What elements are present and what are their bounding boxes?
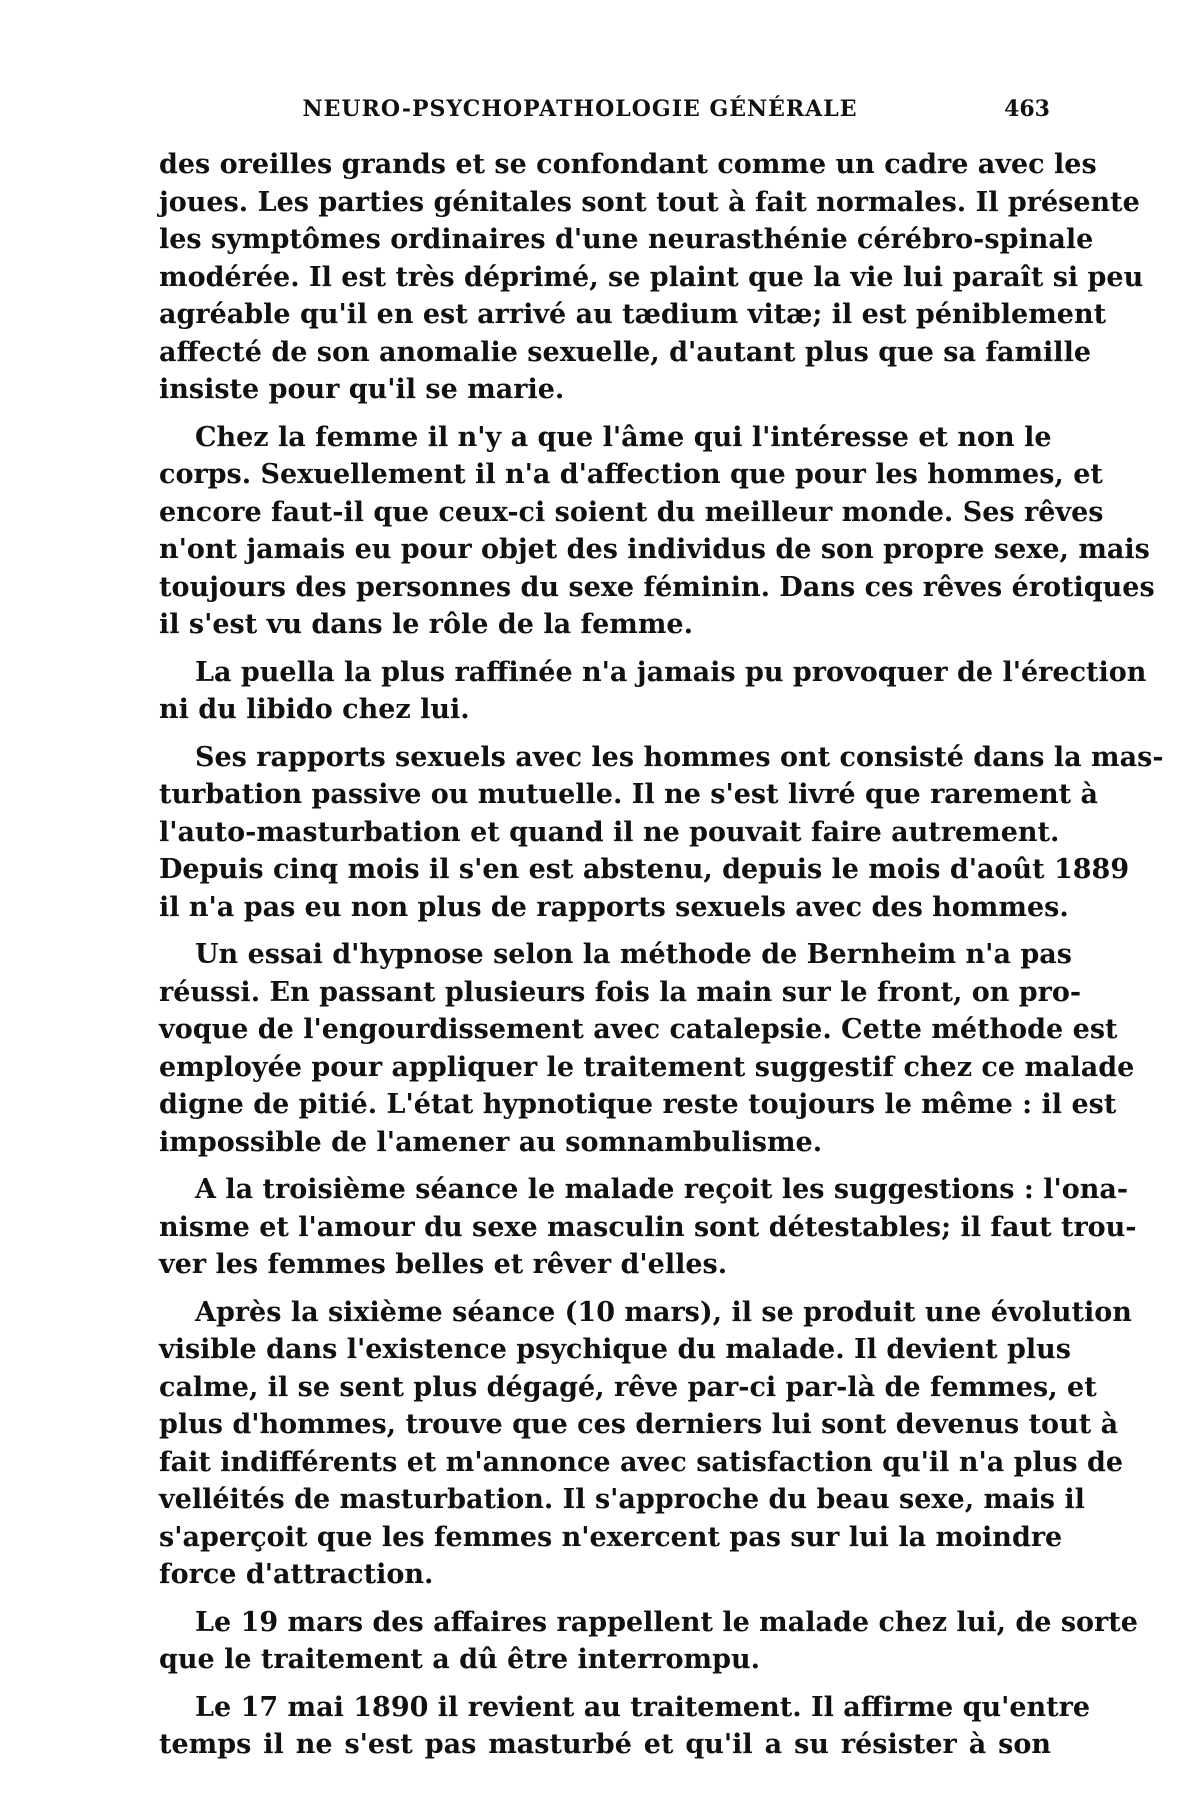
text-line: nisme et l'amour du sexe masculin sont détestables; il faut trou-: [159, 1211, 1137, 1243]
paragraph: [159, 1689, 1091, 1764]
text-line: force d'attraction.: [159, 1559, 434, 1590]
text-line: impossible de l'amener au somnambulisme.: [159, 1126, 823, 1158]
text-line: A la troisième séance le malade reçoit les suggestions : l'ona-: [195, 1174, 1129, 1205]
text-line: réussi. En passant plusieurs fois la main sur le front, on pro-: [159, 976, 1082, 1008]
text-line: l'auto-masturbation et quand il ne pouvait faire autrement.: [159, 816, 1060, 848]
text-line: modérée. Il est très déprimé, se plaint que la vie lui paraît si peu: [159, 261, 1144, 293]
text-line: Chez la femme il n'y a que l'âme qui l'intéresse et non le: [195, 421, 1052, 453]
text-line: Après la sixième séance (10 mars), il se produit une évolution: [195, 1296, 1132, 1328]
text-line: toujours des personnes du sexe féminin. Dans ces rêves érotiques: [159, 571, 1155, 603]
paragraph: [159, 146, 1144, 409]
page-number: 463: [1004, 96, 1050, 122]
paragraph: [159, 739, 1164, 927]
text-line: insiste pour qu'il se marie.: [159, 374, 565, 405]
paragraph: [159, 1604, 1138, 1679]
text-line: employée pour appliquer le traitement suggestif chez ce malade: [159, 1051, 1135, 1083]
text-line: Ses rapports sexuels avec les hommes ont consisté dans la mas-: [195, 741, 1164, 773]
body-text: [159, 146, 1164, 1774]
text-line: turbation passive ou mutuelle. Il ne s'est livré que rarement à: [159, 779, 1098, 810]
text-line: encore faut-il que ceux-ci soient du meilleur monde. Ses rêves: [159, 496, 1104, 528]
text-line: n'ont jamais eu pour objet des individus de son propre sexe, mais: [159, 534, 1150, 565]
text-line: Un essai d'hypnose selon la méthode de Bernheim n'a pas: [195, 939, 1072, 970]
text-line: voque de l'engourdissement avec catalepsie. Cette méthode est: [159, 1014, 1118, 1045]
text-line: temps il ne s'est pas masturbé et qu'il a su résister à son: [159, 1729, 1051, 1760]
text-line: que le traitement a dû être interrompu.: [159, 1644, 761, 1675]
paragraph: [159, 1294, 1132, 1594]
paragraph: [159, 419, 1155, 644]
text-line: plus d'hommes, trouve que ces derniers lui sont devenus tout à: [159, 1409, 1119, 1440]
running-title: NEURO-PSYCHOPATHOLOGIE GÉNÉRALE: [302, 96, 858, 122]
text-line: s'aperçoit que les femmes n'exercent pas sur lui la moindre: [159, 1521, 1063, 1553]
text-line: des oreilles grands et se confondant comme un cadre avec les: [159, 149, 1097, 180]
text-line: il n'a pas eu non plus de rapports sexuels avec des hommes.: [159, 891, 1069, 923]
text-line: digne de pitié. L'état hypnotique reste toujours le même : il est: [159, 1089, 1117, 1120]
text-line: il s'est vu dans le rôle de la femme.: [159, 609, 693, 640]
text-line: Le 19 mars des affaires rappellent le malade chez lui, de sorte: [195, 1606, 1138, 1638]
text-line: La puella la plus raffinée n'a jamais pu provoquer de l'érection: [195, 656, 1147, 688]
text-line: corps. Sexuellement il n'a d'affection que pour les hommes, et: [159, 459, 1103, 490]
text-line: Le 17 mai 1890 il revient au traitement. Il affirme qu'entre: [195, 1691, 1091, 1723]
paragraph: [159, 1171, 1137, 1284]
text-line: fait indifférents et m'annonce avec satisfaction qu'il n'a plus de: [159, 1446, 1124, 1478]
text-line: ver les femmes belles et rêver d'elles.: [159, 1249, 728, 1280]
text-line: agréable qu'il en est arrivé au tædium vitæ; il est péniblement: [159, 299, 1107, 330]
text-line: affecté de son anomalie sexuelle, d'autant plus que sa famille: [159, 336, 1092, 368]
text-line: les symptômes ordinaires d'une neurasthénie cérébro-spinale: [159, 224, 1094, 255]
paragraph: [159, 654, 1147, 729]
text-line: Depuis cinq mois il s'en est abstenu, depuis le mois d'août 1889: [159, 854, 1130, 885]
text-line: calme, il se sent plus dégagé, rêve par-ci par-là de femmes, et: [159, 1371, 1097, 1403]
text-line: ni du libido chez lui.: [159, 694, 470, 725]
text-line: velléités de masturbation. Il s'approche du beau sexe, mais il: [159, 1484, 1085, 1515]
text-line: visible dans l'existence psychique du malade. Il devient plus: [159, 1334, 1071, 1365]
paragraph: [159, 936, 1135, 1161]
text-line: joues. Les parties génitales sont tout à fait normales. Il présente: [159, 186, 1140, 218]
